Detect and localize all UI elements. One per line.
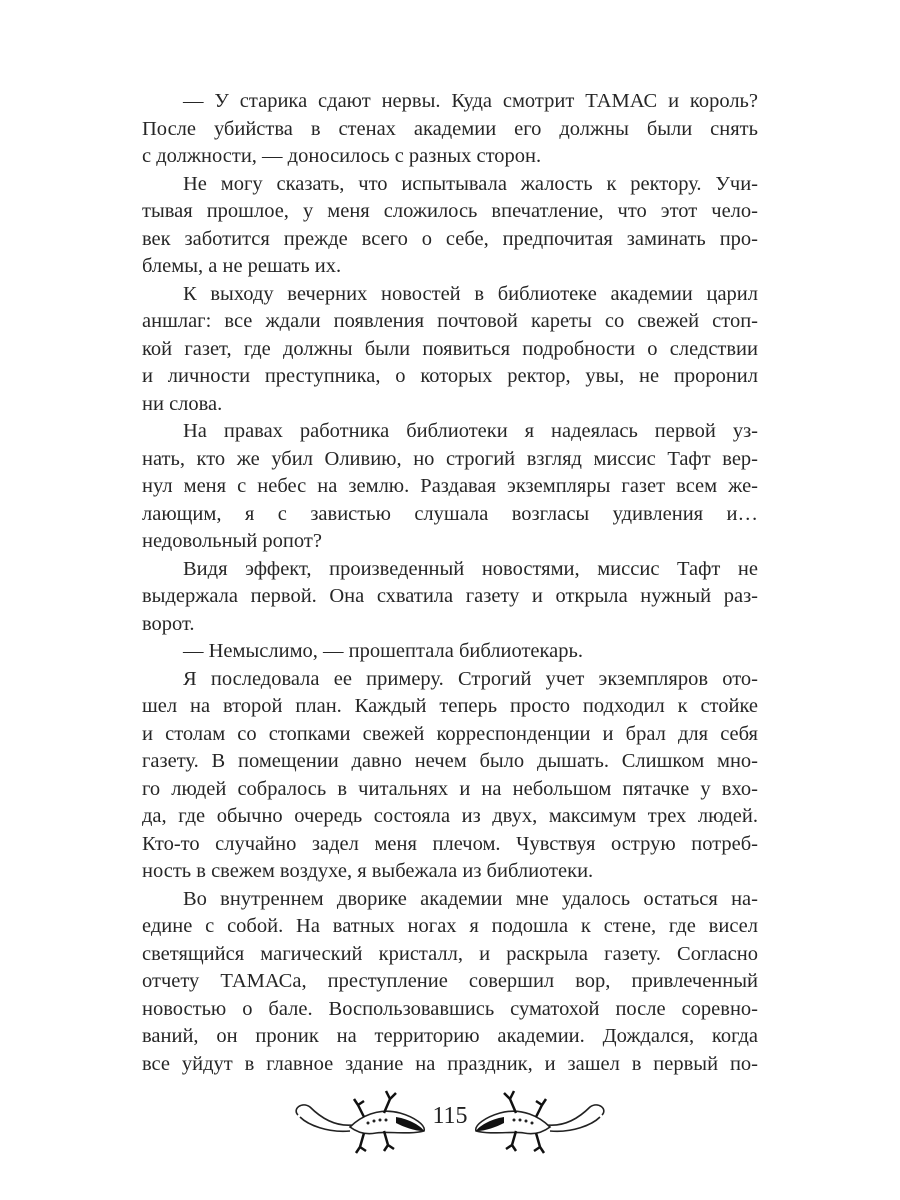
text-line: с должности, — доносилось с разных сторон. bbox=[142, 145, 542, 167]
lizard-ornament-left-icon bbox=[288, 1087, 428, 1157]
text-line: ность в свежем воздухе, я выбежала из библиотеки. bbox=[142, 860, 594, 882]
text-line: да, где обычно очередь состояла из двух, максимум трех людей. bbox=[142, 805, 758, 827]
lizard-ornament-right-icon bbox=[472, 1087, 612, 1157]
text-line: нать, кто же убил Оливию, но строгий взгляд миссис Тафт вер- bbox=[142, 447, 758, 470]
text-line: выдержала первой. Она схватила газету и открыла нужный раз- bbox=[142, 585, 758, 607]
text-line: век заботится прежде всего о себе, предпочитая заминать про- bbox=[142, 227, 758, 250]
text-line: кой газет, где должны были появиться подробности о следствии bbox=[142, 337, 758, 360]
text-line: нул меня с небес на землю. Раздавая экземпляры газет всем же- bbox=[142, 475, 758, 497]
text-line: едине с собой. На ватных ногах я подошла к стене, где висел bbox=[142, 915, 758, 937]
body-text bbox=[142, 88, 758, 1078]
text-line: лающим, я с завистью слушала возгласы удивления и… bbox=[142, 502, 758, 525]
text-line: ни слова. bbox=[142, 392, 223, 415]
text-line: тывая прошлое, у меня сложилось впечатление, что этот чело- bbox=[142, 200, 758, 222]
text-line: К выходу вечерних новостей в библиотеке академии царил bbox=[183, 282, 758, 305]
text-line: Я последовала ее примеру. Строгий учет экземпляров ото- bbox=[183, 667, 758, 690]
text-line: недовольный ропот? bbox=[142, 530, 322, 552]
text-line: На правах работника библиотеки я надеялась первой уз- bbox=[183, 420, 758, 442]
page-footer bbox=[0, 1085, 900, 1155]
text-line: ворот. bbox=[142, 612, 195, 635]
text-line: блемы, а не решать их. bbox=[142, 255, 342, 277]
text-line: Не могу сказать, что испытывала жалость к ректору. Учи- bbox=[183, 172, 758, 195]
text-line: все уйдут в главное здание на праздник, и зашел в первый по- bbox=[142, 1052, 758, 1075]
text-line: Видя эффект, произведенный новостями, миссис Тафт не bbox=[183, 557, 758, 580]
text-line: и столам со стопками свежей корреспонденции и брал для себя bbox=[142, 722, 758, 745]
text-line: газету. В помещении давно нечем было дышать. Слишком мно- bbox=[142, 750, 758, 772]
text-line: отчету ТАМАСа, преступление совершил вор, привлеченный bbox=[142, 970, 758, 992]
text-line: — Немыслимо, — прошептала библиотекарь. bbox=[183, 640, 583, 662]
page-number: 115 bbox=[432, 1103, 468, 1129]
text-line: шел на второй план. Каждый теперь просто подходил к стойке bbox=[142, 695, 758, 717]
text-line: новостью о бале. Воспользовавшись суматохой после соревно- bbox=[142, 997, 758, 1020]
text-line: — У старика сдают нервы. Куда смотрит ТАМАС и король? bbox=[183, 90, 758, 112]
text-line: ваний, он проник на территорию академии. Дождался, когда bbox=[142, 1025, 758, 1047]
text-line: Кто-то случайно задел меня плечом. Чувствуя острую потреб- bbox=[142, 832, 758, 855]
text-line: светящийся магический кристалл, и раскрыла газету. Согласно bbox=[142, 942, 758, 965]
text-line: После убийства в стенах академии его должны были снять bbox=[142, 117, 758, 140]
text-line: Во внутреннем дворике академии мне удалось остаться на- bbox=[183, 887, 758, 910]
text-line: аншлаг: все ждали появления почтовой кареты со свежей стоп- bbox=[142, 310, 758, 332]
text-line: и личности преступника, о которых ректор, увы, не проронил bbox=[142, 365, 758, 387]
text-line: го людей собралось в читальнях и на небольшом пятачке у вхо- bbox=[142, 777, 758, 800]
